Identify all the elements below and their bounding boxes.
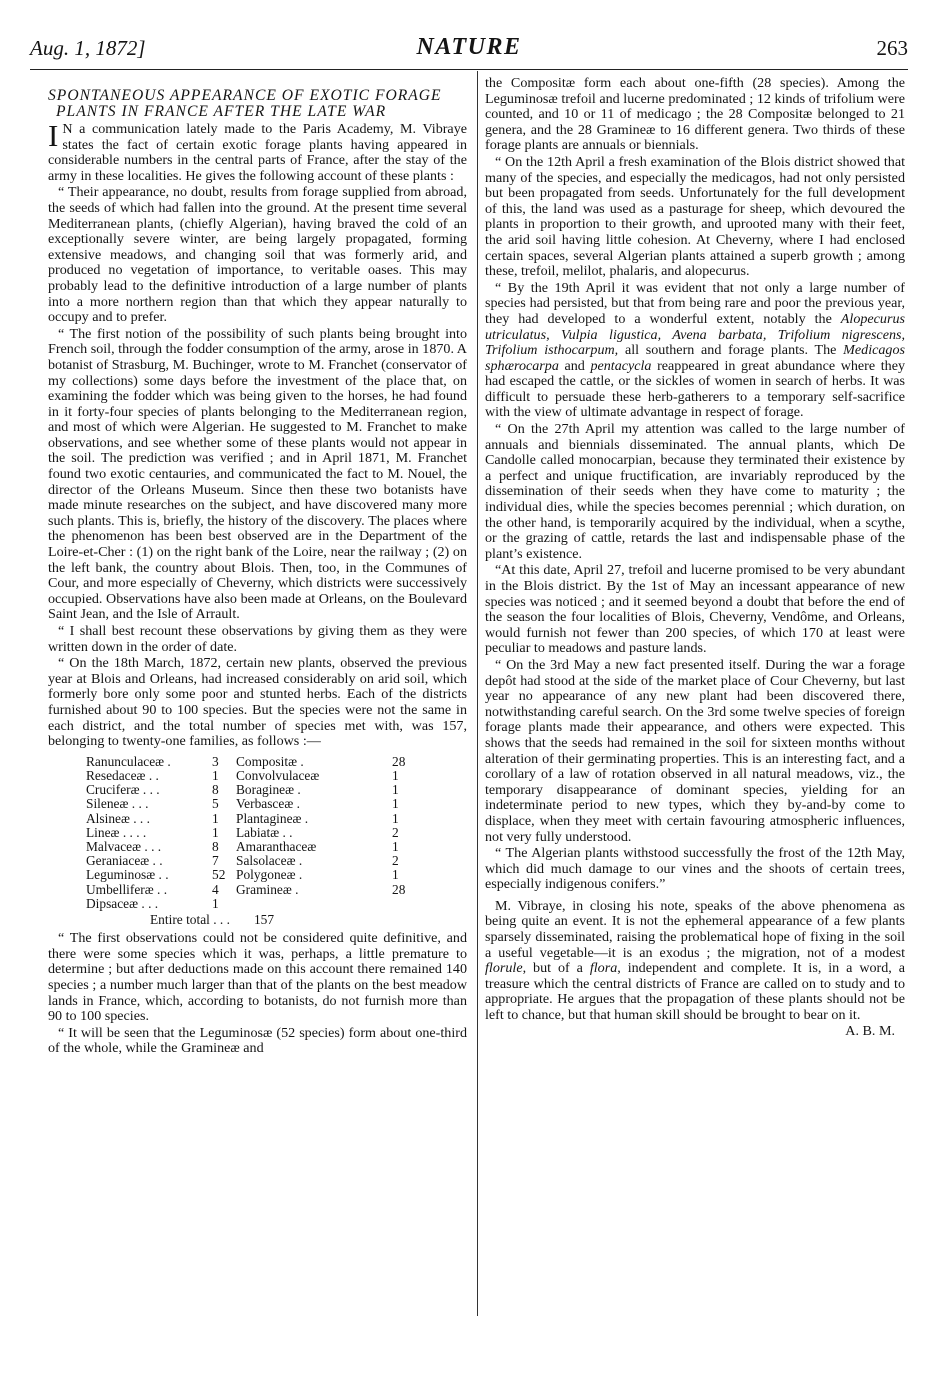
paragraph: “ It will be seen that the Leguminosæ (52 species) form about one-third of the whole, while the Gramineæ and [48,1024,467,1057]
family-row [236,883,416,897]
families-left-column [86,755,236,911]
signature: A. B. M. [845,1022,895,1039]
family-name: Ranunculaceæ . [86,753,171,769]
page-header [30,36,908,66]
family-name: Cruciferæ . . . [86,782,160,798]
intro-text: N a communication lately made to the Paris Academy, M. Vibraye states the fact of certain exotic forage plants having appeared in considerable numbers in the central parts of France, after the stay of the army in these localities. He gives the following account of these plants : [48,121,467,184]
family-row [86,897,236,911]
column-divider [477,71,478,1316]
paragraph: “ The Algerian plants withstood successfully the frost of the 12th May, which did much damage to our vines and the shoots of certain trees, especially indigenous conifers.” [485,845,905,893]
family-row [236,797,416,811]
family-row [86,854,236,868]
family-count: 1 [212,895,219,911]
species-names: Alopecurus utriculatus, Vulpia ligustica, Avena barbata, Trifolium nigrescens, Trifolium isthocarpum, [485,310,905,359]
family-name: Dipsaceæ . . . [86,895,159,911]
family-row [86,797,236,811]
family-count: 28 [392,753,406,769]
paragraph: “ On the 3rd May a new fact presented itself. During the war a forage depôt had stood at the side of the market place of Cour Cheverny, but last year no appearance of any new plant had been discovered there, notwithstanding careful search. On the 3rd some twelve species of foreign forage plants made their appearance, and others were expected. This shows that the seeds had remained in the soil for sixteen months without alteration of their germinating properties. This is an interesting fact, and a corollary of a law of rotation observed in all natural meadows, viz., the temporary disappearance of dominant species, yielding for an indeterminate period to new types, which they by-and-by come to displace, when they meet with certain favouring atmospheric influences, not very fully understood. [485,656,905,845]
family-name: Polygoneæ . [236,867,303,883]
family-row [236,868,416,882]
family-name: Umbelliferæ . . [86,881,168,897]
family-count: 1 [392,782,399,798]
families-right-column [236,755,416,911]
family-count: 8 [212,838,219,854]
family-row [86,755,236,769]
family-row [86,826,236,840]
family-name: Labiatæ . . [236,824,293,840]
paragraph: “At this date, April 27, trefoil and lucerne promised to be very abundant in the Blois district. By the 1st of May an incessant appearance of new species was noticed ; and it seemed beyond a doubt that before the end of the season the four localities of Blois, Cheverny, Vendôme, and Orleans, would furnish not fewer than 200 species, of which 170 at least were peculiar to meadows and pasture lands. [485,562,905,657]
issue-date: Aug. 1, 1872] [30,36,146,60]
family-count: 1 [212,767,219,783]
paragraph: “ On the 12th April a fresh examination of the Blois district showed that many of the species, and especially the medicagos, had not only persisted but been propagated from seeds. Unfortunately for the full development of this, the land was used as a pasturage for sheep, which devoured the plants in proportion to their growth, and uprooted many with their feet, the arid soil having little cohesion. At Cheverny, where I had enclosed certain spaces, several Algerian plants attained a superb growth ; among these, trefoil, melilot, phalaris, and alopecurus. [485,153,905,280]
family-row [236,769,416,783]
family-name: Resedaceæ . . [86,767,159,783]
total-value: 157 [253,911,275,927]
family-count: 3 [212,753,219,769]
family-name: Compositæ . [236,753,304,769]
family-name: Alsineæ . . . [86,810,150,826]
left-column [48,88,467,1058]
emphasis: flora [589,960,618,977]
family-count: 1 [212,810,219,826]
paragraph-intro [48,118,467,184]
family-row [86,868,236,882]
paragraph [485,281,905,421]
family-name: Plantagineæ . [236,810,309,826]
family-name: Gramineæ . [236,881,299,897]
paragraph: “ Their appearance, no doubt, results from forage supplied from abroad, the seeds of which had fallen into the ground. At the present time several Mediterranean plants, (chiefly Algerian), having braved the cold of an exceptionally severe winter, are being largely propagated, forming extensive meadows, and changing soil that was formerly arid, and produced no vegetation of importance, to veritable oases. This may probably lead to the definitive introduction of a large number of plants into a more northern region than that which they appear naturally to occupy and to prefer. [48,184,467,326]
paragraph: “ On the 27th April my attention was called to the large number of annuals and biennials disseminated. The annual plants, which De Candolle called monocarpian, because they terminated their existence by a perfect and unique fructification, are invariably reproduced by the dissemination of their seeds when they have come to maturity ; the individual dies, while the species becomes perennial ; which duration, on the other hand, is temporarily acquired by the individual, when a scythe, or the grazing of cattle, retards the last and indispensable phase of the plant’s existence. [485,421,905,562]
family-row [236,812,416,826]
family-name: Malvaceæ . . . [86,838,162,854]
family-name: Convolvulaceæ [236,767,320,783]
family-row [86,840,236,854]
family-name: Verbasceæ . [236,796,300,812]
total-label: Entire total . . . [150,911,230,927]
family-name: Sileneæ . . . [86,796,149,812]
text-run: M. Vibraye, in closing his note, speaks of the above phenomena as being quite an event. It is not the ephemeral appearance of a few plants sparsely disseminated, raising the problematical hope of fixing in the soil a useful vegetable—it is an exodus ; the migration, not of a modest [485,897,905,961]
paragraph: “ I shall best recount these observations by giving them as they were written down in the order of date. [48,623,467,655]
family-count: 8 [212,782,219,798]
text-run: reappeared in great abundance where they had escaped the cattle, or the sickles of women in search of herbs. It was difficult to persuade these herb-gatherers to a temporary self-sacrifice with the view of ultimate advantage in respect of forage. [485,357,905,421]
text-run: and [558,357,591,374]
family-count: 7 [212,853,219,869]
family-row [236,826,416,840]
family-row [86,783,236,797]
family-row [236,783,416,797]
paragraph: “ The first notion of the possibility of such plants being brought into French soil, through the fodder consumption of the army, arose in 1870. A botanist of Strasburg, M. Buchinger, wrote to M. Franchet (conservator of my collections) some days before the investment of the place that, on examining the fodder which was being given to the horses, he had found in it forty-four species of plants belonging to the Mediterranean region, and most of which were Algerian. He suggested to M. Franchet to make observations, and see whether some of these plants would not appear in the soil. The prediction was verified ; and in April 1871, M. Franchet found two exotic centauries, and communicated the fact to M. Nouel, the director of the Orleans Museum. Since then these two botanists have made minute researches on the subject, and have discovered many more such plants. This is, briefly, the history of the discovery. The places where the phenomenon has been best observed are in the Department of the Loire-et-Cher : (1) on the right bank of the Loire, near the railway ; (2) on the left bank, the country about Blois. Then, too, in the Communes of Cour, and more especially of Cheverny, which districts were successively occupied. Observations have also been made at Orleans, on the Boulevard Saint Jean, and the Isle of Arrault. [48,325,467,623]
family-count: 2 [392,853,399,869]
paragraph: “ On the 18th March, 1872, certain new plants, observed the previous year at Blois and Orleans, had increased considerably on arid soil, which formerly bore only some poor and stunted herbs. Each of the districts furnished about 90 to 100 species. But the species were not the same in each district, and the total number of species met with, was 157, belonging to twenty-one families, as follows :— [48,655,467,750]
paragraph [485,897,905,1039]
article-title: SPONTANEOUS APPEARANCE OF EXOTIC FORAGE PLANTS IN FRANCE AFTER THE LATE WAR [48,87,442,120]
family-row [86,769,236,783]
family-count: 1 [392,838,399,854]
text-run: all southern and forage plants. The [618,342,844,359]
page-number: 263 [876,36,908,60]
family-row [236,840,416,854]
family-count: 1 [392,810,399,826]
journal-title: NATURE [416,34,522,60]
family-count: 5 [212,796,219,812]
header-rule [30,69,908,70]
species-names: pentacycla [590,357,652,374]
family-name: Lineæ . . . . [86,824,147,840]
family-count: 28 [392,881,406,897]
paragraph: “ The first observations could not be considered quite definitive, and there were some species which it was, perhaps, a little premature to determine ; but after deductions made on this account there remained 140 species ; a number much larger than that of the plants on the best meadow lands in France, which, according to botanists, do not furnish more than 90 to 100 species. [48,930,467,1025]
family-row [86,812,236,826]
families-total [150,913,416,927]
family-count: 4 [212,881,219,897]
family-name: Amaranthaceæ [236,838,317,854]
family-count: 1 [392,796,399,812]
families-table [86,755,416,927]
text-run: , independent and complete. It is, in a word, a treasure which the central districts of France are called on to study and to appropriate. He argues that the propagation of these plants should not be left to chance, but that human skill should be brought to bear on it. [485,960,905,1024]
right-column [485,76,905,1039]
drop-cap: I [48,118,59,153]
family-count: 52 [212,867,226,883]
family-count: 1 [212,824,219,840]
family-name: Salsolaceæ . [236,853,303,869]
species-names: Medicagos sphærocarpa [485,342,905,374]
family-row [86,883,236,897]
family-count: 2 [392,824,399,840]
emphasis: florule [485,960,523,977]
family-count: 1 [392,867,399,883]
family-row [236,854,416,868]
family-name: Geraniaceæ . . [86,853,163,869]
text-run: , but of a [522,960,590,977]
paragraph: the Compositæ form each about one-fifth (28 species). Among the Leguminosæ trefoil and lucerne predominated ; 12 kinds of trifolium were counted, and 10 or 11 of medicago ; the 28 Compositæ belonged to 21 genera, and the 28 Gramineæ to 16 different genera. Two thirds of these forage plants are annuals or biennials. [485,75,905,154]
family-name: Leguminosæ . . [86,867,169,883]
family-row [236,755,416,769]
family-name: Boragineæ . [236,782,301,798]
family-count: 1 [392,767,399,783]
text-run: “ By the 19th April it was evident that not only a large number of species had persisted, but that from being rare and poor the previous year, they had developed to a wonderful extent, notably the [485,279,905,327]
